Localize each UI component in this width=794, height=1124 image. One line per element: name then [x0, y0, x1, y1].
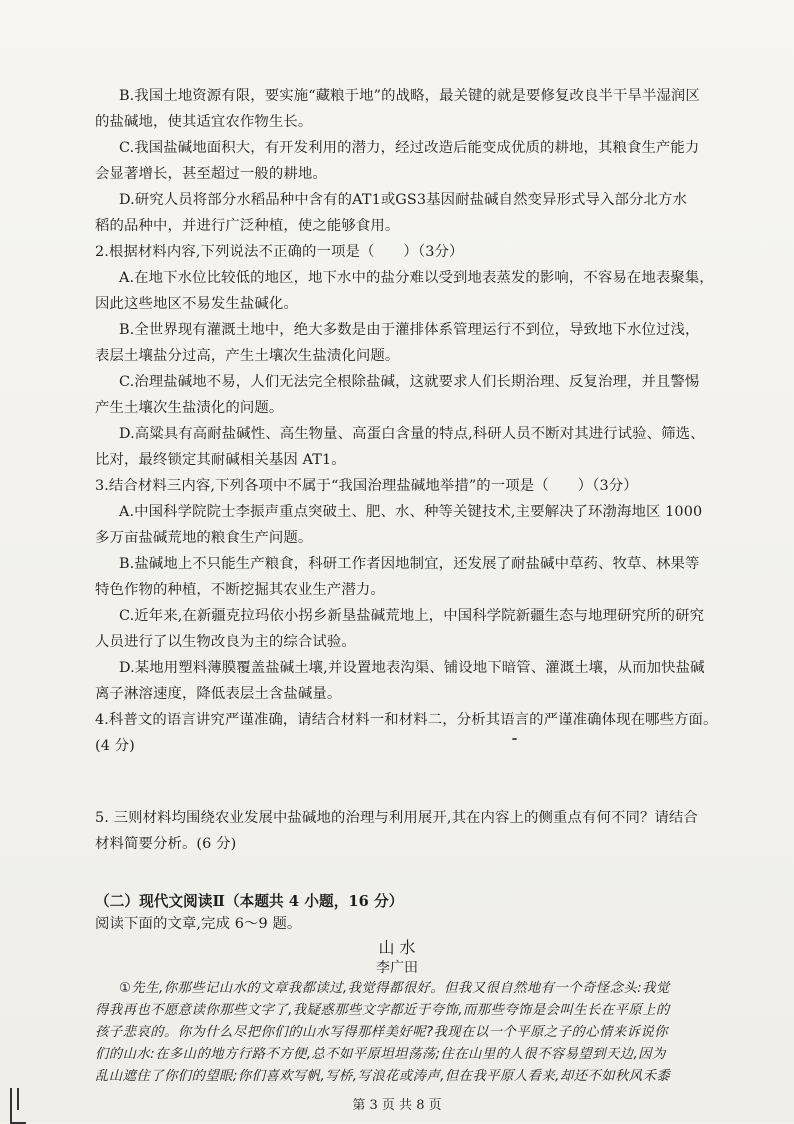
reading-instruction: 阅读下面的文章,完成 6～9 题。 — [95, 916, 302, 932]
question-5-line2: 材料简要分析。(6 分) — [95, 836, 237, 852]
q1-option-b-line2: 的盐碱地，使其适宜农作物生长。 — [95, 114, 313, 130]
question-5-line1: 5. 三则材料均围绕农业发展中盐碱地的治理与利用展开,其在内容上的侧重点有何不同？请结合 — [95, 810, 698, 826]
scan-corner-mark — [10, 1088, 26, 1124]
q2-option-b-line2: 表层土壤盐分过高，产生土壤次生盐渍化问题。 — [95, 348, 400, 364]
q3-option-a-line1: A.中国科学院院士李振声重点突破土、肥、水、种等关键技术,主要解决了环渤海地区 1000 — [119, 504, 703, 520]
q3-option-d-line2: 离子淋溶速度，降低表层土含盐碱量。 — [95, 686, 342, 702]
q1-option-c-line1: C.我国盐碱地面积大，有开发利用的潜力，经过改造后能变成优质的耕地，其粮食生产能力 — [119, 140, 700, 156]
article-paragraph-line1: ①先生,你那些记山水的文章我都读过,我觉得都很好。但我又很自然地有一个奇怪念头:我觉 — [119, 981, 670, 996]
q2-option-a-line2: 因此这些地区不易发生盐碱化。 — [95, 296, 298, 312]
q2-option-c-line1: C.治理盐碱地不易，人们无法完全根除盐碱，这就要求人们长期治理、反复治理，并且警惕 — [119, 374, 700, 390]
page-footer: 第 3 页 共 8 页 — [352, 1098, 442, 1113]
article-author: 李广田 — [376, 960, 418, 976]
q1-option-b-line1: B.我国土地资源有限，要实施“藏粮于地”的战略，最关键的就是要修复改良半干旱半湿润区 — [119, 88, 700, 104]
q2-option-c-line2: 产生土壤次生盐渍化的问题。 — [95, 400, 284, 416]
q3-option-b-line2: 特色作物的种植，不断挖掘其农业生产潜力。 — [95, 582, 385, 598]
q2-option-a-line1: A.在地下水位比较低的地区，地下水中的盐分难以受到地表蒸发的影响，不容易在地表聚集， — [119, 270, 714, 286]
q3-option-b-line1: B.盐碱地上不只能生产粮食，科研工作者因地制宜，还发展了耐盐碱中草药、牧草、林果等 — [119, 556, 700, 572]
article-title: 山 水 — [378, 938, 416, 957]
q2-option-d-line2: 比对，最终锁定其耐碱相关基因 AT1。 — [95, 452, 346, 468]
q3-option-d-line1: D.某地用塑料薄膜覆盖盐碱土壤,并设置地表沟渠、铺设地下暗管、灌溉土壤，从而加快盐碱 — [119, 660, 705, 676]
q1-option-d-line2: 稻的品种中，并进行广泛种植，使之能够食用。 — [95, 218, 400, 234]
question-2: 2.根据材料内容,下列说法不正确的一项是（ ）（3分） — [95, 244, 464, 260]
article-paragraph-line4: 们的山水:在多山的地方行路不方便,总不如平原坦坦荡荡;住在山里的人很不容易望到天边,因为 — [95, 1047, 666, 1062]
q1-option-d-line1: D.研究人员将部分水稻品种中含有的AT1或GS3基因耐盐碱自然变异形式导入部分北方水 — [119, 192, 687, 208]
q3-option-a-line2: 多万亩盐碱荒地的粮食生产问题。 — [95, 530, 313, 546]
question-4-line1: 4.科普文的语言讲究严谨准确，请结合材料一和材料二，分析其语言的严谨准确体现在哪些方面。 — [95, 712, 718, 728]
q2-option-d-line1: D.高粱具有高耐盐碱性、高生物量、高蛋白含量的特点,科研人员不断对其进行试验、筛选、 — [119, 426, 705, 442]
question-4-line2: (4 分) — [95, 738, 135, 754]
section-heading: （二）现代文阅读Ⅱ（本题共 4 小题，16 分） — [95, 893, 404, 910]
q1-option-c-line2: 会显著增长，甚至超过一般的耕地。 — [95, 166, 327, 182]
q3-option-c-line2: 人员进行了以生物改良为主的综合试验。 — [95, 634, 356, 650]
q2-option-b-line1: B.全世界现有灌溉土地中，绝大多数是由于灌排体系管理运行不到位，导致地下水位过浅， — [119, 322, 700, 338]
article-paragraph-line2: 得我再也不愿意读你那些文字了,我疑惑那些文字都近于夸饰,而那些夸饰是会叫生长在平原上的 — [95, 1003, 670, 1018]
article-paragraph-line3: 孩子悲哀的。你为什么尽把你们的山水写得那样美好呢?我现在以一个平原之子的心情来诉说你 — [95, 1025, 668, 1040]
scan-speck — [512, 738, 517, 740]
question-3: 3.结合材料三内容,下列各项中不属于“我国治理盐碱地举措”的一项是（ ）（3分） — [95, 478, 638, 494]
article-paragraph-line5: 乱山遮住了你们的望眼;你们喜欢写帆,写桥,写浪花或涛声,但在我平原人看来,却还不如秋风禾黍 — [95, 1069, 671, 1084]
q3-option-c-line1: C.近年来,在新疆克拉玛依小拐乡新垦盐碱荒地上，中国科学院新疆生态与地理研究所的研究 — [119, 608, 705, 624]
